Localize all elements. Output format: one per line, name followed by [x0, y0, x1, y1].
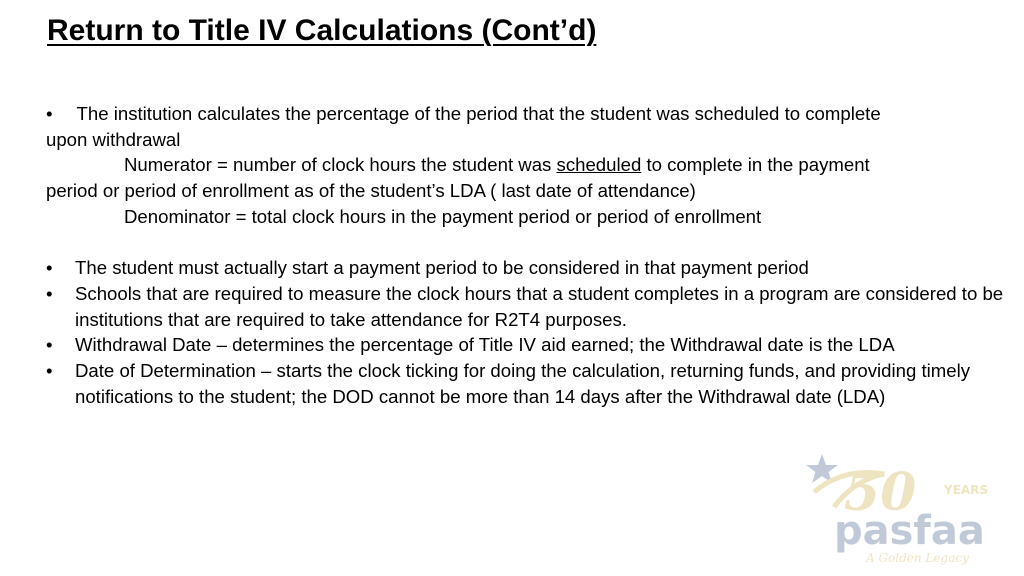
pasfaa-50-years-logo [804, 452, 1004, 570]
intro-bullet: • [46, 103, 53, 124]
slide-body [46, 101, 1011, 409]
denominator-line: Denominator = total clock hours in the payment period or period of enrollment [124, 205, 762, 227]
bullet-item [46, 358, 1011, 409]
bullet-dot: • [46, 282, 53, 304]
intro-line-1 [46, 101, 1011, 127]
bullet-dot: • [46, 334, 53, 356]
intro-line-2: upon withdrawal [46, 128, 181, 150]
numerator-text-after: to complete in the payment [641, 154, 870, 176]
logo-tagline: A Golden Legacy [866, 551, 969, 565]
numerator-line [46, 152, 1011, 178]
bullet-item [46, 255, 1011, 281]
intro-text-line-1: The institution calculates the percentage of the period that the student was scheduled to complete [76, 103, 881, 124]
logo-brand: pasfaa [834, 508, 985, 554]
bullet-text: Date of Determination – starts the clock ticking for doing the calculation, returning funds, and providing timely notifications to the student; the DOD cannot be more than 14 days after the Withdrawal date (LDA) [75, 359, 971, 407]
bullet-dot: • [46, 359, 53, 381]
logo-years: YEARS [944, 483, 989, 497]
bullet-text: Withdrawal Date – determines the percentage of Title IV aid earned; the Withdrawal date is the LDA [75, 334, 895, 356]
numerator-underlined-word: scheduled [556, 154, 642, 176]
slide-title: Return to Title IV Calculations (Cont’d) [47, 14, 597, 47]
numerator-text-before: Numerator = number of clock hours the student was [124, 154, 557, 176]
bullet-item [46, 281, 1011, 332]
logo-fifty: 50 [844, 462, 917, 523]
bullet-text: Schools that are required to measure the clock hours that a student completes in a program are considered to be institutions that are required to take attendance for R2T4 purposes. [75, 282, 1004, 330]
bullet-dot: • [46, 257, 53, 279]
numerator-line-2: period or period of enrollment as of the student’s LDA ( last date of attendance) [46, 180, 696, 202]
spacer [46, 229, 1011, 255]
bullet-text: The student must actually start a payment period to be considered in that payment period [75, 257, 809, 279]
bullet-item [46, 332, 1011, 358]
